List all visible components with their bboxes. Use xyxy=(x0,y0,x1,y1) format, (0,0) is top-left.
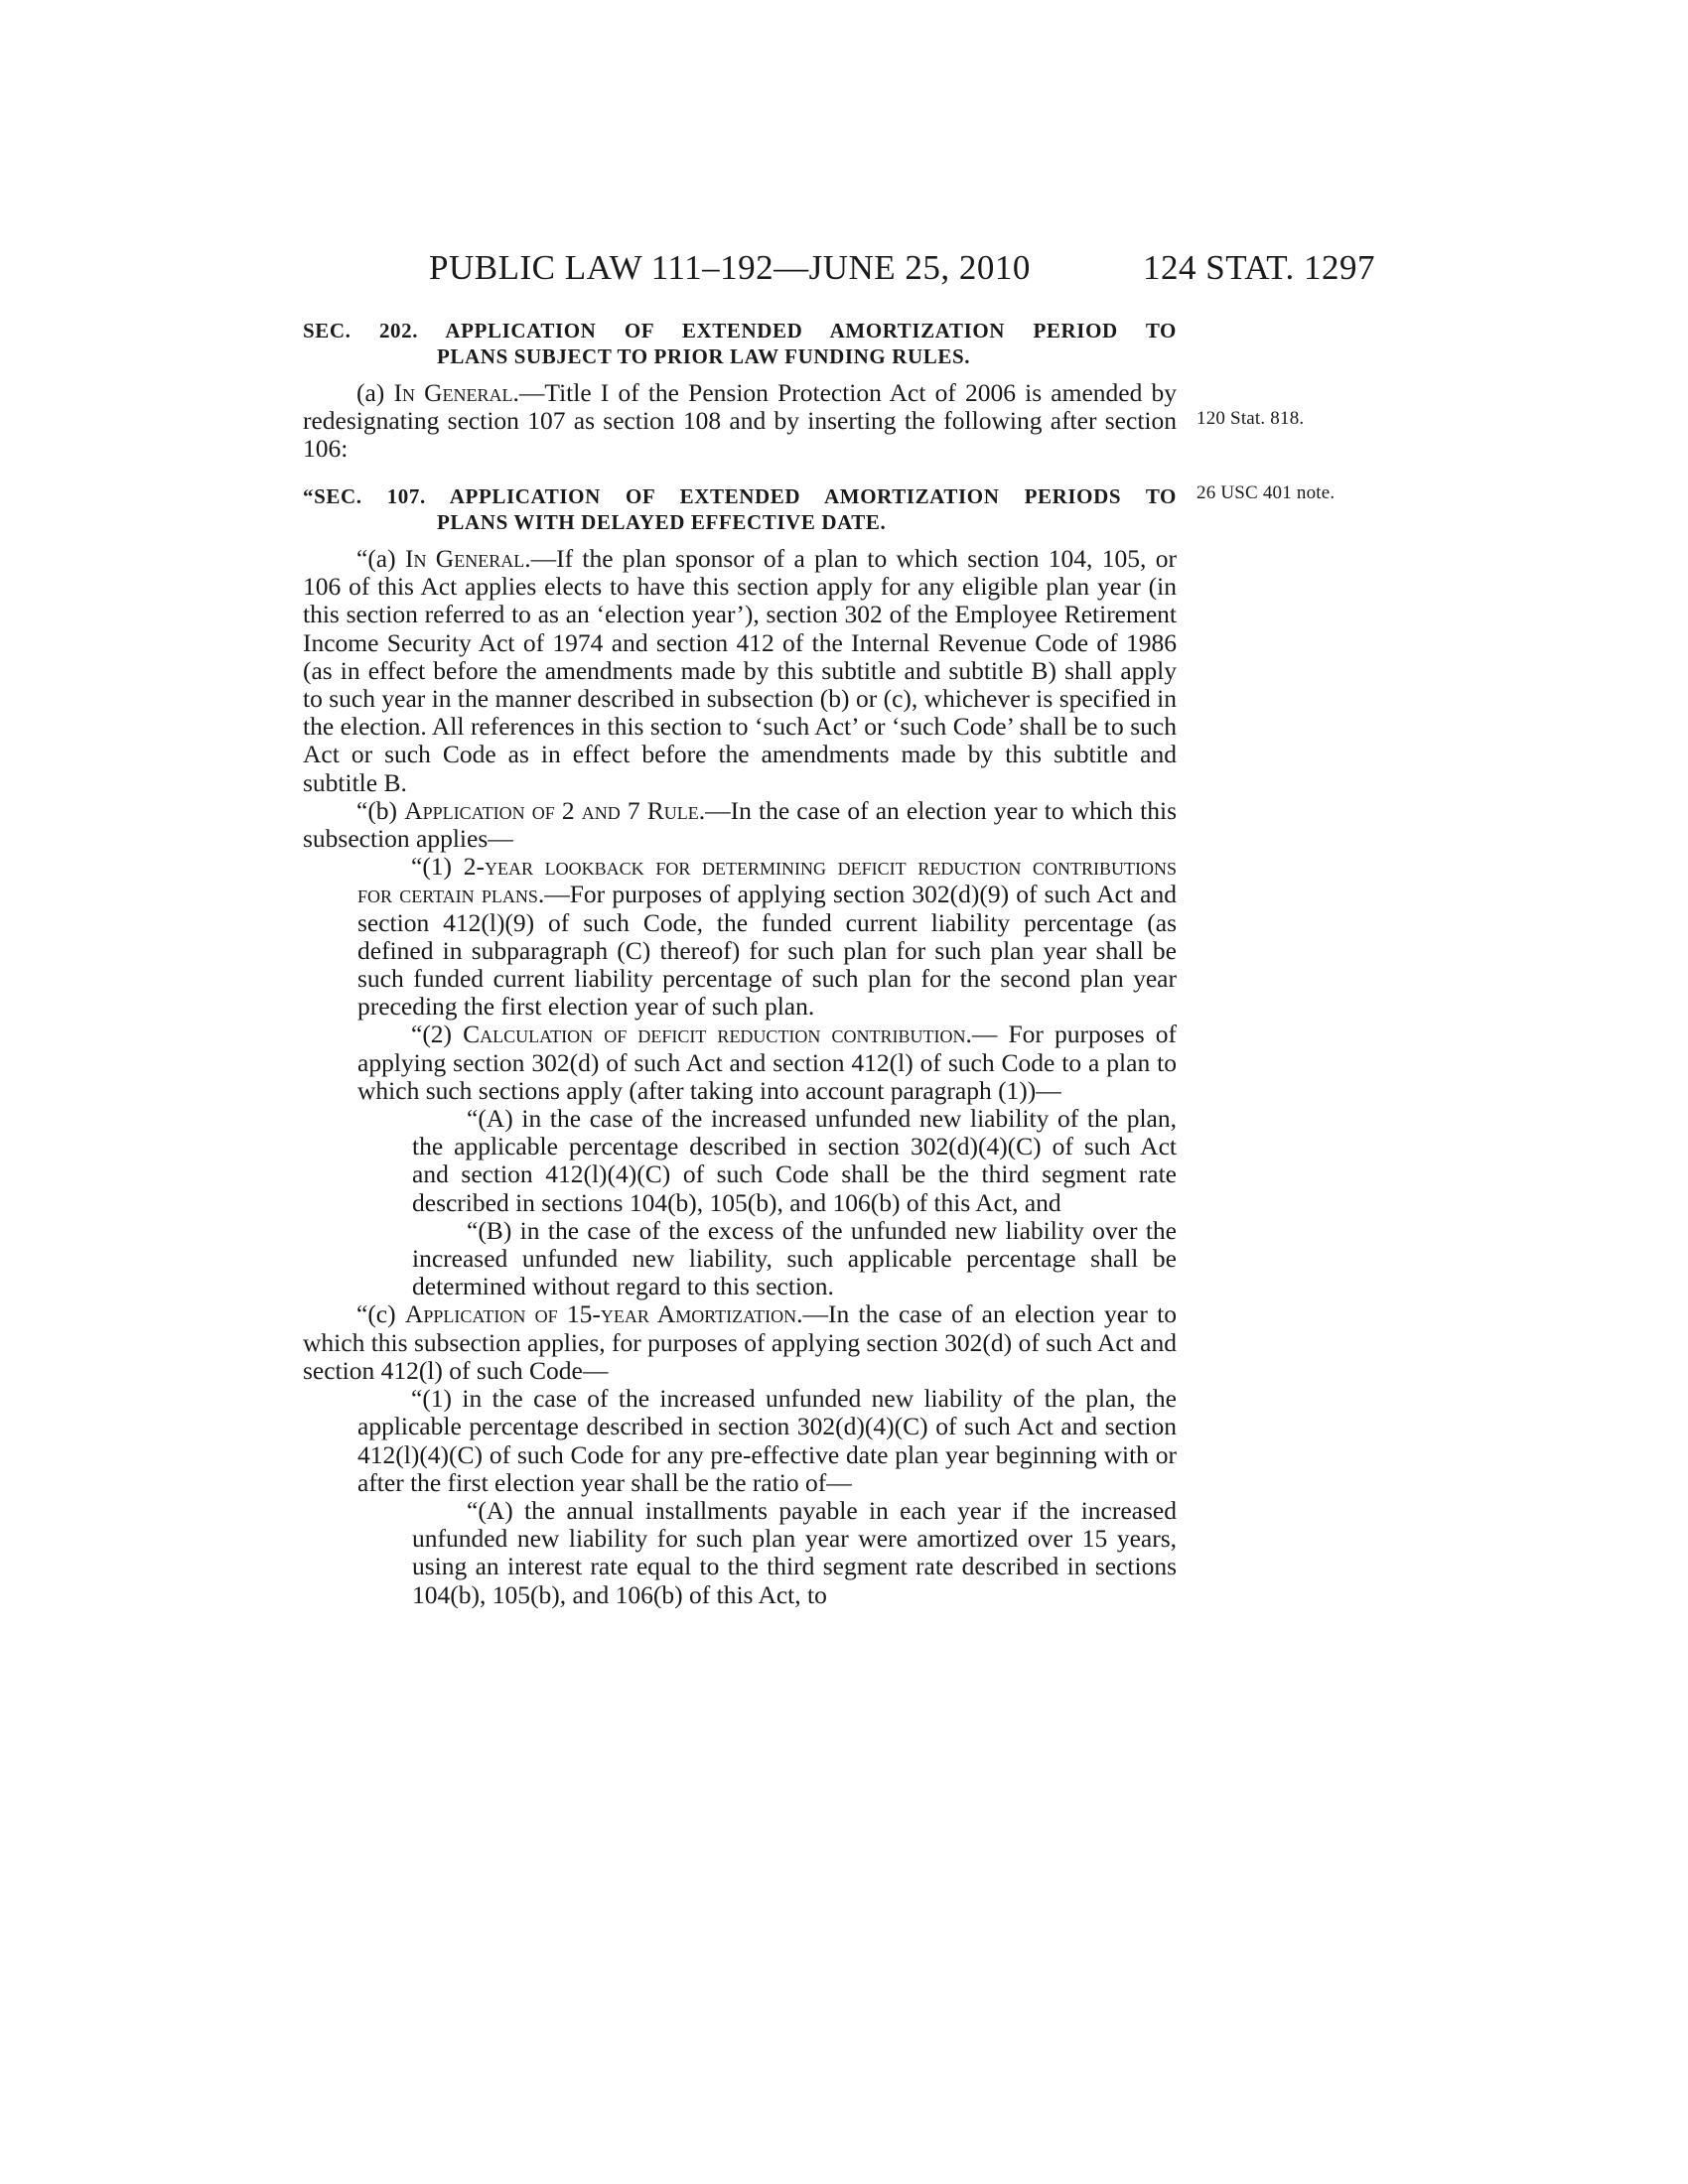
paragraph-label: “(2) xyxy=(411,1020,464,1049)
section-107 xyxy=(303,483,1177,1609)
subsection-text: .—If the plan sponsor of a plan to which section 104, 105, or 106 of this Act applies elects to have this section apply for any eligible plan year (in this section referred to as an ‘election year’), section 302 of the Employee Retirement Income Security Act of 1974 and section 412 of the Internal Revenue Code of 1986 (as in effect before the amendments made by this subtitle and subtitle B) shall apply to such year in the manner described in subsection (b) or (c), whichever is specified in the election. All references in this section to ‘such Act’ or ‘such Code’ shall be to such Act or such Code as in effect before the amendments made by this subtitle and subtitle B. xyxy=(303,544,1177,797)
subsection-heading: In General xyxy=(404,544,525,573)
section-107-heading-line1: “SEC. 107. APPLICATION OF EXTENDED AMORTIZATION PERIODS TO xyxy=(303,484,1177,508)
subsection-text: .—Title I of the Pension Protection Act of 2006 is amended by redesignating section 107 as section 108 and by inserting the following after section 106: xyxy=(303,378,1177,464)
section-107-subsection-a xyxy=(303,545,1177,797)
section-202-subsection-a xyxy=(303,379,1177,464)
section-107-subsection-c xyxy=(303,1300,1177,1385)
paragraph-c1: “(1) in the case of the increased unfunded new liability of the plan, the applicable percentage described in section 302(d)(4)(C) of such Act and section 412(l)(4)(C) of such Code for any pre-effective date plan year beginning with or after the first election year shall be the ratio of— xyxy=(357,1384,1177,1497)
subparagraph-c1-A: “(A) the annual installments payable in each year if the increased unfunded new liability for such plan year were amortized over 15 years, using an interest rate equal to the third segment rate described in sections 104(b), 105(b), and 106(b) of this Act, to xyxy=(412,1495,1177,1609)
subsection-label: “(b) xyxy=(356,795,405,825)
section-107-subsection-b xyxy=(303,797,1177,853)
subparagraph-b2-B: “(B) in the case of the excess of the unfunded new liability over the increased unfunded new liability, such applicable percentage shall be determined without regard to this section. xyxy=(412,1215,1177,1301)
paragraph-b1 xyxy=(303,853,1177,1021)
subsection-label: (a) xyxy=(356,378,394,407)
page-header xyxy=(303,248,1375,288)
section-202-heading xyxy=(303,318,1177,369)
subsection-label: “(c) xyxy=(356,1299,405,1329)
paragraph-text: .—For purposes of applying section 302(d)(9) of such Act and section 412(l)(9) of such Code, the funded current liability percentage (as defined in subparagraph (C) thereof) for such plan for such plan year shall be such funded current liability percentage of such plan for the second plan year preceding the first election year of such plan. xyxy=(357,880,1177,1022)
paragraph-b2 xyxy=(303,1021,1177,1105)
paragraph-heading: 2-year lookback for determining deficit reduction contributions for certain plans xyxy=(357,852,1177,909)
section-202 xyxy=(303,318,1177,464)
section-202-heading-line1: SEC. 202. APPLICATION OF EXTENDED AMORTIZATION PERIOD TO xyxy=(303,319,1177,342)
header-title: PUBLIC LAW 111–192—JUNE 25, 2010 xyxy=(429,248,1031,287)
margin-note-usc: 26 USC 401 note. xyxy=(1196,482,1336,503)
subparagraph-b2-A: “(A) in the case of the increased unfunded new liability of the plan, the applicable percentage described in section 302(d)(4)(C) of such Act and section 412(l)(4)(C) of such Code shall be the third segment rate described in sections 104(b), 105(b), and 106(b) of this Act, and xyxy=(412,1104,1177,1217)
subsection-text: .—In the case of an election year to which this subsection applies— xyxy=(303,795,1177,854)
subsection-heading: Application of 2 and 7 Rule xyxy=(404,795,699,825)
subsection-text: .—In the case of an election year to which this subsection applies, for purposes of applying section 302(d) of such Act and section 412(l) of such Code— xyxy=(303,1299,1177,1385)
subsection-heading: In General xyxy=(393,378,513,407)
paragraph-label: “(1) xyxy=(411,852,464,882)
subsection-label: “(a) xyxy=(356,544,405,573)
subsection-heading: Application of 15-year Amortization xyxy=(404,1299,797,1329)
margin-note-stat: 120 Stat. 818. xyxy=(1196,408,1305,429)
header-stat-citation: 124 STAT. 1297 xyxy=(1143,248,1375,287)
section-202-heading-line2: PLANS SUBJECT TO PRIOR LAW FUNDING RULES. xyxy=(437,344,971,368)
paragraph-heading: Calculation of deficit reduction contribution xyxy=(463,1020,966,1049)
section-107-heading xyxy=(303,483,1177,535)
paragraph-text: .— For purposes of applying section 302(d) of such Act and section 412(l) of such Code to a plan to which such sections apply (after taking into account paragraph (1))— xyxy=(357,1020,1177,1105)
section-107-heading-line2: PLANS WITH DELAYED EFFECTIVE DATE. xyxy=(437,510,887,534)
